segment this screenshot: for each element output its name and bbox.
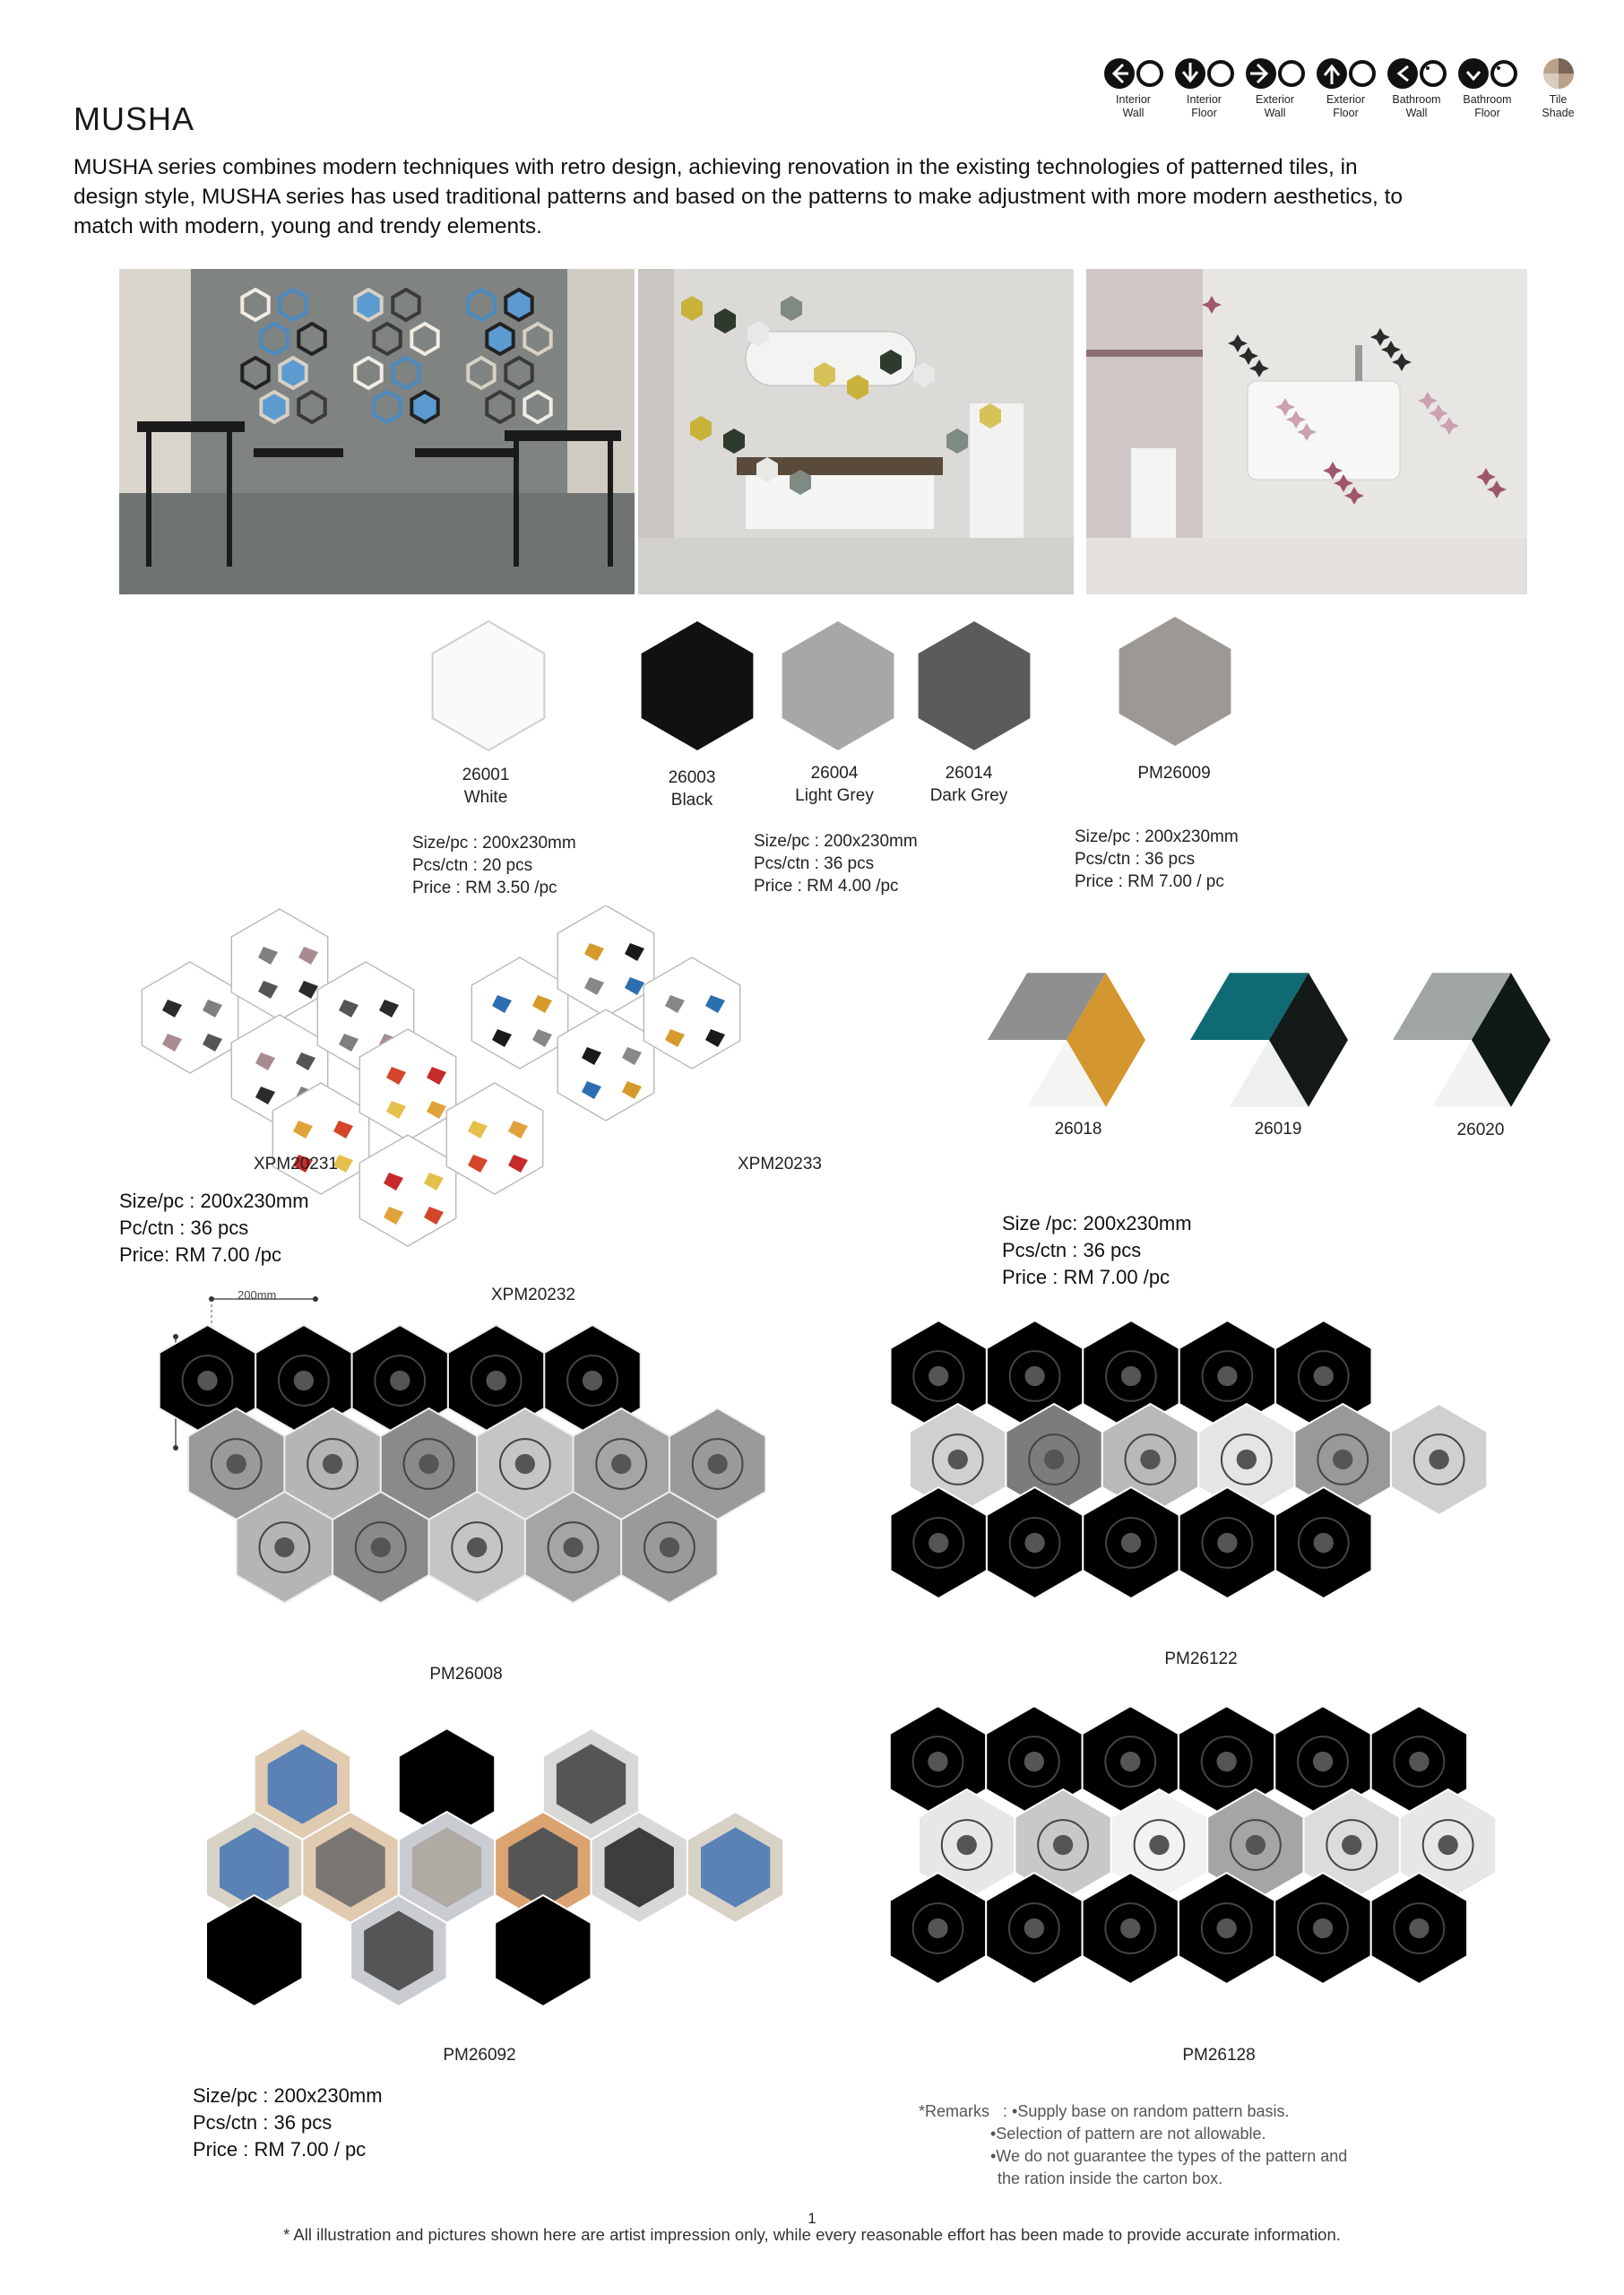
pattern-motif [1216,1752,1236,1771]
pattern-motif [1053,1835,1073,1855]
usage-label-2: Wall [1122,107,1145,119]
pattern-motif [197,1371,217,1390]
bathroom-photo [638,269,1074,594]
exterior-floor-icon [1314,56,1378,91]
interior-floor-icon [1172,56,1237,91]
pattern-motif [1409,1752,1429,1771]
usage-label-1: Bathroom [1392,93,1441,106]
usage-icon-exterior-floor [1310,54,1381,120]
spec-price: Price : RM 4.00 /pc [754,877,899,896]
pattern-motif [1409,1918,1429,1938]
pm26122-code: PM26122 [1164,1650,1238,1668]
pattern-motif [957,1835,977,1855]
remarks-line-4: the ration inside the carton box. [998,2169,1223,2187]
spec-size: Size /pc: 200x230mm [1002,1212,1192,1234]
series-description: MUSHA series combines modern techniques with retro design, achieving renovation in the existing technologies of patterned tiles, in design style, MUSHA series has used traditional patterns and based on the patterns to make adjustment with more modern aesthetics, to match with modern, young and trendy elements. [73,155,1404,238]
usage-label-1: Interior [1116,93,1151,106]
xpm-hexagon [557,905,653,1017]
xpm20231-code: XPM20231 [253,1155,338,1173]
pattern-motif [1024,1752,1044,1771]
plain-tile-26004 [782,621,894,750]
pm26092-code: PM26092 [443,2046,516,2065]
spec-price: Price : RM 7.00 / pc [1075,872,1224,891]
pattern-motif [1121,1366,1141,1386]
tile-pm26009-code: PM26009 [1137,764,1211,783]
xpm-hexagon [142,962,238,1073]
pm26008-code: PM26008 [429,1665,503,1684]
pattern-motif [323,1454,342,1474]
usage-label-1: Interior [1187,93,1222,106]
spec-pm26009 [1075,826,1239,893]
pattern-motif [1314,1533,1334,1553]
pattern-motif [563,1537,583,1557]
pattern-motif [929,1533,948,1553]
pattern-motif [1313,1752,1333,1771]
tile-26004-name: Light Grey [795,786,874,805]
pattern-motif [274,1537,294,1557]
spec-pcs: Pcs/ctn : 36 pcs [754,854,875,873]
xpm20232-code: XPM20232 [490,1286,575,1304]
spec-white-black [412,832,576,899]
cube-26019-code: 26019 [1254,1120,1302,1139]
remarks [919,2100,1347,2190]
xpm-hexagon [557,1009,653,1121]
page-title: MUSHA [73,100,195,137]
spec-size: Size/pc : 200x230mm [193,2084,383,2107]
xpm20233-code: XPM20233 [737,1155,822,1173]
spec-pcs: Pcs/ctn : 36 pcs [1075,850,1196,869]
xpm-hexagon [231,909,327,1020]
pattern-motif [1429,1450,1448,1469]
tile-26003-code: 26003 [668,768,716,787]
page-number: 1 [808,2210,816,2227]
usage-label-2: Wall [1405,107,1428,119]
tile-26001-code: 26001 [462,766,510,784]
usage-label-1: Exterior [1326,93,1366,106]
xpm-hexagon [359,1135,455,1246]
pattern-motif [1044,1450,1064,1469]
pattern-motif [371,1537,391,1557]
pattern-motif [929,1366,948,1386]
spec-price: Price : RM 7.00 / pc [193,2138,367,2161]
usage-label-2: Wall [1264,107,1286,119]
pm26128-graphic [883,1703,1546,2035]
pattern-motif [515,1454,535,1474]
usage-icon-exterior-wall [1240,54,1310,120]
pattern-motif [486,1371,505,1390]
pattern-motif [1217,1533,1237,1553]
pattern-motif [1024,1918,1044,1938]
spec-pattern [193,2083,383,2163]
pattern-motif [1438,1835,1457,1855]
pattern-motif [467,1537,487,1557]
usage-icon-interior-floor [1169,54,1240,120]
pattern-motif [1120,1918,1140,1938]
pm26092-graphic [170,1726,834,2031]
pattern-motif [294,1371,314,1390]
width-dimension: 200mm [238,1288,277,1302]
pattern-motif [390,1371,410,1390]
tile-shade-icon [1533,56,1584,91]
pattern-motif [1237,1450,1257,1469]
pattern-motif [583,1371,602,1390]
tile-26014-name: Dark Grey [929,786,1008,805]
plain-tile-26003 [642,621,754,750]
tile-26004-code: 26004 [810,764,859,783]
pm26128-code: PM26128 [1182,2046,1256,2065]
pattern-motif [611,1454,631,1474]
remarks-line-2: •Selection of pattern are not allowable. [990,2125,1266,2143]
usage-label-1: Tile [1549,93,1568,106]
usage-label-2: Floor [1474,107,1500,119]
pattern-motif [1120,1752,1140,1771]
plain-tiles-graphic [0,610,1624,780]
cube-26018-code: 26018 [1054,1120,1102,1139]
pattern-motif [928,1752,947,1771]
spec-size: Size/pc : 200x230mm [412,834,576,853]
spec-pcs: Pcs/ctn : 36 pcs [193,2111,333,2134]
spec-cube [1002,1210,1192,1291]
usage-label-2: Shade [1542,107,1575,119]
usage-label-2: Floor [1191,107,1217,119]
tile-26014-code: 26014 [945,764,993,783]
pattern-motif [1024,1366,1044,1386]
pattern-motif [1246,1835,1266,1855]
usage-icon-bathroom-wall [1381,54,1452,120]
pattern-motif [948,1450,968,1469]
usage-label-1: Bathroom [1463,93,1512,106]
exterior-wall-icon [1243,56,1308,91]
usage-icon-interior-wall [1098,54,1169,120]
spec-pcs: Pcs/ctn : 36 pcs [1002,1239,1142,1261]
spec-size: Size/pc : 200x230mm [119,1190,309,1212]
xpm-hexagon [644,957,739,1069]
pattern-motif [1313,1918,1333,1938]
spec-size: Size/pc : 200x230mm [754,832,918,851]
spec-greys [754,830,918,897]
pattern-motif [1140,1450,1160,1469]
tile-26003-name: Black [670,791,713,810]
disclaimer: * All illustration and pictures shown here are artist impression only, while every reasonable effort has been made to provide accurate information. [283,2225,1341,2244]
pattern-motif [227,1454,246,1474]
spec-price: Price : RM 3.50 /pc [412,879,557,897]
usage-icons-bar [1098,54,1594,120]
bathroom-wall-icon [1385,56,1449,91]
pattern-motif [1149,1835,1169,1855]
pattern-motif [928,1918,947,1938]
remarks-line-1: : •Supply base on random pattern basis. [1003,2102,1290,2120]
pattern-motif [419,1454,438,1474]
xpm-hexagon [446,1083,542,1194]
spec-pcs: Pc/ctn : 36 pcs [119,1217,249,1239]
pattern-motif [1024,1533,1044,1553]
pattern-motif [1333,1450,1352,1469]
pattern-motif [1216,1918,1236,1938]
usage-icon-tile-shade [1523,54,1594,120]
cube-tiles-graphic [986,959,1577,1121]
plain-tile-26014 [919,621,1031,750]
spec-size: Size/pc : 200x230mm [1075,827,1239,846]
plain-tile-pm26009 [1119,617,1231,746]
pm26008-graphic [152,1322,816,1654]
pattern-motif [1342,1835,1361,1855]
cube-26020-code: 26020 [1456,1121,1505,1139]
spec-pcs: Pcs/ctn : 20 pcs [412,856,533,875]
restaurant-photo [119,269,635,594]
xpm-hexagon [471,957,567,1069]
interior-wall-icon [1101,56,1166,91]
pattern-motif [1121,1533,1141,1553]
remarks-label: *Remarks [919,2102,990,2120]
plain-tile-26001 [433,621,545,750]
usage-icon-bathroom-floor [1452,54,1523,120]
usage-label-2: Floor [1333,107,1359,119]
spec-price: Price : RM 7.00 /pc [1002,1266,1170,1288]
pattern-motif [707,1454,727,1474]
spec-xpm [119,1188,309,1269]
sink-photo [1086,269,1527,594]
tile-26001-name: White [463,788,508,807]
pm26122-graphic [874,1318,1537,1650]
pattern-motif [660,1537,679,1557]
pattern-motif [1314,1366,1334,1386]
usage-label-1: Exterior [1255,93,1295,106]
spec-price: Price: RM 7.00 /pc [119,1243,281,1266]
bathroom-floor-icon [1456,56,1520,91]
remarks-line-3: •We do not guarantee the types of the pattern and [990,2147,1348,2165]
pattern-motif [1217,1366,1237,1386]
